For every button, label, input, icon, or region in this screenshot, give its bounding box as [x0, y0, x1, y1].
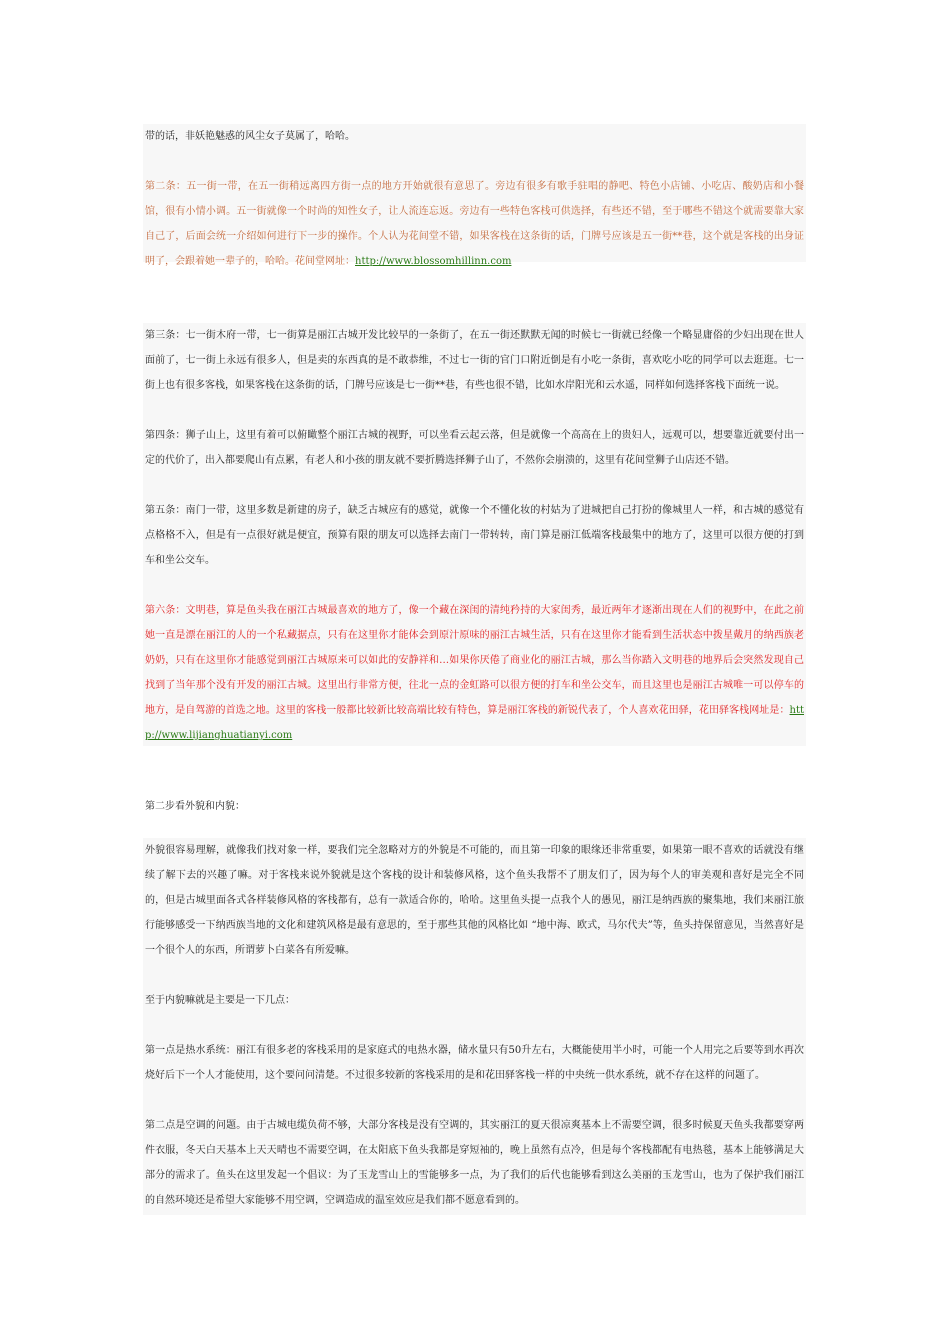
paragraph-intro-end: 带的话，非妖艳魅惑的风尘女子莫属了，哈哈。: [145, 131, 355, 142]
paragraph-item-2: [143, 174, 806, 274]
lijianghuatianyi-link[interactable]: http://www.lijianghuatianyi.com: [145, 705, 804, 741]
text-block-top: [143, 124, 806, 267]
blossomhillinn-link[interactable]: http://www.blossomhillinn.com: [355, 256, 512, 267]
paragraph-item-6: [143, 598, 806, 748]
paragraph-item-4: 第四条：狮子山上，这里有着可以俯瞰整个丽江古城的视野，可以坐看云起云落，但是就像一个高高在上的贵妇人，远观可以，想要靠近就要付出一定的代价了，出入都要爬山有点累，有老人和小孩的朋友就不要折腾选择狮子山了，不然你会崩溃的，这里有花间堂狮子山店还不错。: [145, 430, 804, 466]
paragraph-interior-intro: 至于内貌嘛就是主要是一下几点：: [145, 995, 295, 1006]
step-2-heading: 第二步看外貌和内貌：: [145, 801, 245, 812]
paragraph-item-5: 第五条：南门一带，这里多数是新建的房子，缺乏古城应有的感觉，就像一个不懂化妆的村姑为了进城把自己打扮的像城里人一样，和古城的感觉有点格格不入，但是有一点很好就是便宜，预算有限的朋友可以选择去南门一带转转，南门算是丽江低端客栈最集中的地方了，这里可以很方便的打到车和坐公交车。: [145, 505, 804, 566]
item-6-text: 第六条：文明巷，算是鱼头我在丽江古城最喜欢的地方了，像一个藏在深闺的清纯矜持的大家闺秀，最近两年才逐渐出现在人们的视野中，在此之前她一直是漂在丽江的人的一个私藏据点，只有在这里你才能体会到原汁原味的丽江古城生活，只有在这里你才能看到生活状态中拨星戴月的纳西族老奶奶，只有在这里你才能感觉到丽江古城原来可以如此的安静祥和…如果你厌倦了商业化的丽江古城，那么当你踏入文明巷的地界后会突然发现自己找到了当年那个没有开发的丽江古城。这里出行非常方便，往北一点的金虹路可以很方便的打车和坐公交车，而且这里也是丽江古城唯一可以停车的地方，是自驾游的首选之地。这里的客栈一般都比较新比较高端比较有特色，算是丽江客栈的新锐代表了，个人喜欢花田驿，花田驿客栈网址是：: [145, 605, 804, 716]
paragraph-air-conditioning: 第二点是空调的问题。由于古城电缆负荷不够，大部分客栈是没有空调的，其实丽江的夏天很凉爽基本上不需要空调，很多时候夏天鱼头我都要穿两件衣服，冬天白天基本上天天晴也不需要空调，在太阳底下鱼头我都是穿短袖的，晚上虽然有点冷，但是每个客栈都配有电热毯，基本上能够满足大部分的需求了。鱼头在这里发起一个倡议：为了玉龙雪山上的雪能够多一点，为了我们的后代也能够看到这么美丽的玉龙雪山，也为了保护我们丽江的自然环境还是希望大家能够不用空调，空调造成的温室效应是我们都不愿意看到的。: [145, 1120, 804, 1206]
paragraph-hot-water: 第一点是热水系统：丽江有很多老的客栈采用的是家庭式的电热水器，储水量只有50升左右，大概能使用半小时，可能一个人用完之后要等到水再次烧好后下一个人才能使用，这个要问问清楚。不过很多较新的客栈采用的是和花田驿客栈一样的中央统一供水系统，就不存在这样的问题了。: [145, 1045, 804, 1081]
paragraph-appearance: 外貌很容易理解，就像我们找对象一样，要我们完全忽略对方的外貌是不可能的，而且第一印象的眼缘还非常重要，如果第一眼不喜欢的话就没有继续了解下去的兴趣了嘛。对于客栈来说外貌就是这个客栈的设计和装修风格，这个鱼头我帮不了朋友们了，因为每个人的审美观和喜好是完全不同的，但是古城里面各式各样装修风格的客栈都有，总有一款适合你的，哈哈。这里鱼头提一点我个人的愚见，丽江是纳西族的聚集地，我们来丽江旅行能够感受一下纳西族当地的文化和建筑风格是最有意思的，至于那些其他的风格比如 “地中海、欧式，马尔代夫”等，鱼头持保留意见，当然喜好是一个很个人的东西，所谓萝卜白菜各有所爱嘛。: [145, 845, 804, 956]
item-2-text: 第二条：五一街一带，在五一街稍远离四方街一点的地方开始就很有意思了。旁边有很多有歌手驻唱的静吧、特色小店铺、小吃店、酸奶店和小餐馆，很有小情小调。五一街就像一个时尚的知性女子，让人流连忘返。旁边有一些特色客栈可供选择，有些还不错，至于哪些不错这个就需要靠大家自己了，后面会统一介绍如何进行下一步的操作。个人认为花间堂不错，如果客栈在这条街的话，门牌号应该是五一街**巷，这个就是客栈的出身证明了，会跟着她一辈子的，哈哈。花间堂网址：: [145, 181, 804, 267]
text-block-bottom: [143, 838, 806, 1215]
paragraph-item-3: 第三条：七一街木府一带，七一街算是丽江古城开发比较早的一条街了，在五一街还默默无闻的时候七一街就已经像一个略显庸俗的少妇出现在世人面前了，七一街上永远有很多人，但是卖的东西真的是不敢恭维，不过七一街的官门口附近倒是有小吃一条街，喜欢吃小吃的同学可以去逛逛。七一街上也有很多客栈，如果客栈在这条街的话，门牌号应该是七一街**巷，有些也很不错，比如水岸阳光和云水遥，同样如何选择客栈下面统一说。: [145, 330, 804, 391]
text-block-middle: [143, 323, 806, 746]
